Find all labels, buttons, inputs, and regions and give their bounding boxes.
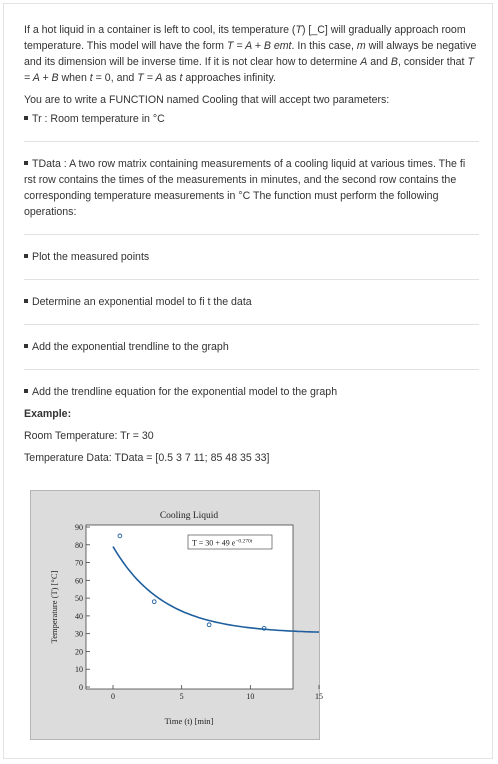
y-tick-label: 50	[75, 594, 83, 604]
y-tick-label: 10	[75, 665, 83, 675]
divider	[24, 369, 479, 370]
y-tick-label: 80	[75, 540, 83, 550]
y-tick-label: 20	[75, 647, 83, 657]
op-plot-points: Plot the measured points	[24, 249, 479, 265]
bullet-icon	[24, 254, 28, 258]
x-tick-label: 0	[111, 692, 115, 701]
y-tick-label: 60	[75, 576, 83, 586]
x-tick-label: 5	[179, 692, 184, 701]
y-tick-label: 0	[79, 683, 83, 692]
divider	[24, 324, 479, 325]
intro-paragraph: If a hot liquid in a container is left to cool, its temperature (T) [_C] will gradually approach room temperature. This model will have the form T = A + B emt. In this case, m will always be negative and its dimension will be inverse time. If it is not clear how to determine A and B, consider that T = A + B when t = 0, and T = A as t approaches infinity.	[24, 24, 477, 84]
op-add-equation: Add the trendline equation for the exponential model to the graph	[24, 384, 479, 400]
question-card	[3, 3, 493, 759]
cooling-chart-figure	[30, 490, 323, 740]
parameters-intro: You are to write a FUNCTION named Cooling that will accept two parameters:	[24, 94, 390, 106]
cooling-chart	[31, 491, 323, 739]
example-room-temp: Room Temperature: Tr = 30	[24, 430, 154, 442]
question-body	[24, 22, 479, 466]
param-tdata: TData : A two row matrix containing measurements of a cooling liquid at various times. The fi rst row contains the times of the measurements in minutes, and the second row contains the corresponding temperature measurements in °C The function must perform the following operations:	[24, 158, 466, 218]
y-tick-label: 90	[75, 523, 83, 532]
bullet-icon	[24, 344, 28, 348]
trendline-equation: T = 30 + 49 $e^{-0.270t}$	[192, 538, 253, 548]
y-tick-label: 30	[75, 629, 83, 639]
y-axis-label: Temperature (T) [°C]	[49, 570, 59, 644]
divider	[24, 234, 479, 235]
plot-area	[86, 525, 293, 689]
example-label: Example:	[24, 408, 72, 420]
divider	[24, 279, 479, 280]
bullet-icon	[24, 389, 28, 393]
bullet-icon	[24, 161, 28, 165]
example-tdata: Temperature Data: TData = [0.5 3 7 11; 85 48 35 33]	[24, 452, 270, 464]
x-tick-label: 15	[315, 692, 323, 701]
y-tick-label: 40	[75, 611, 83, 621]
divider	[24, 141, 479, 142]
bullet-icon	[24, 299, 28, 303]
bullet-icon	[24, 116, 28, 120]
chart-title: Cooling Liquid	[159, 511, 219, 521]
x-axis-label: Time (t) [min]	[164, 716, 214, 726]
param-tr: Tr : Room temperature in °C	[24, 111, 479, 127]
x-tick-label: 10	[246, 692, 255, 701]
op-add-trendline: Add the exponential trendline to the graph	[24, 339, 479, 355]
y-tick-label: 70	[75, 558, 83, 568]
op-exponential-model: Determine an exponential model to fi t the data	[24, 294, 479, 310]
